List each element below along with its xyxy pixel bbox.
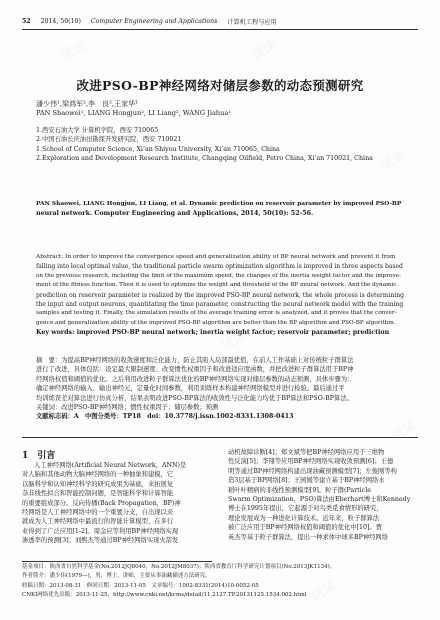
- body-line: 动机故障诊断[4]；郑文斌等把BP神经网络应用于三维物: [228, 449, 385, 456]
- authors-cn: 潘少伟¹,梁鸿军²,李 良²,王家华¹: [36, 100, 138, 108]
- affiliation-line: 1.西安石油大学 计算机学院，西安 710065: [36, 127, 159, 134]
- citation-line: neural network. Computer Engineering and Applications, 2014, 50(10): 52-56.: [36, 210, 314, 218]
- body-line: 对人脑和其他动物大脑神经网络的一种抽象和建模，它: [22, 471, 174, 479]
- abstract-line: the input and output neurons, quantitating the time parameter, constructing the neural network model with the training: [36, 301, 404, 309]
- abstract-en: [36, 253, 404, 338]
- footnote-rule: [22, 561, 212, 562]
- running-header: [22, 15, 418, 27]
- watermark: 试读: [388, 418, 420, 445]
- footnotes: [22, 563, 418, 601]
- body-line: 博士在1995年提出，它起源于对鸟类觅食情形的研究，: [228, 505, 383, 513]
- abstract-cn: [36, 356, 404, 422]
- body-line: 以脑科学和认知神经科学的研究成果为基础，来拓展复: [22, 480, 174, 488]
- affiliation-line: 2.Exploration and Development Research Institute, Changqing Oilfield, Petro China, Xi’an 710021, China: [36, 155, 373, 163]
- affiliation-line: 2.中国石油长庆油田勘探开发研究院，西安 710021: [36, 136, 182, 144]
- paper-title: 改进PSO-BP神经网络对储层参数的动态预测研究: [76, 78, 364, 93]
- watermark: 试读: [248, 38, 280, 65]
- watermark: 试读: [38, 298, 70, 325]
- abstract-line: prediction on reservoir parameter is realized by the improved PSO-BP neural network, the whole process is determining: [36, 291, 404, 299]
- author-block: [36, 100, 404, 119]
- abstract-cn-line: 经网络权值和阈值的优化。之后利用改进粒子群算法优化的BP神经网络实现对储层参数的动态预测，具体步骤为：: [36, 375, 354, 383]
- header-rule: [22, 29, 418, 30]
- affiliation-line: 1.School of Computer Science, Xi’an Shiyou University, Xi’an 710065, China: [36, 145, 280, 153]
- abstract-line: samples and testing it. Finally, the simulation results of the average training error is analyzed, and it proves that the conver-: [36, 310, 397, 317]
- body-column-left: [22, 461, 214, 546]
- journal-name-en: Computer Engineering and Applications: [90, 17, 218, 25]
- authors-en: PAN Shaowei¹, LIANG Hongjun², LI Liang², WANG Jiahua¹: [36, 109, 231, 118]
- abstract-line: falling into local optimal value, the traditional particle swarm optimization algorithm is improved in three aspects based: [36, 263, 403, 271]
- body-line: 业得到了广泛应用[1-2]。周金应等利用BP神经网络实现: [22, 527, 179, 535]
- abstract-cn-line: 进行了改进，具体包括：设定最大限制速度、改变惯性权重因子和改进适应度函数，并把改进粒子群算法用于BP神: [36, 366, 354, 374]
- watermark: 试读: [308, 578, 340, 605]
- body-line: Swarm Optimization，PSO)算法由Eberhart博士和Kennedy: [228, 496, 411, 504]
- footnote-line: 作者简介：潘少伟(1979—)，男，博士，讲师，主要从事油藏描述方法研究。: [22, 573, 211, 580]
- abstract-cn-line: 均训练误差对算法进行仿真分析，结果表明改进PSO-BP算法的收敛性与泛化能力均优于BP算法和PSO-BP算法。: [36, 394, 353, 402]
- body-line: 性反演[5]；李翔等应用BP神经网络实现收敛预测[6]；王德: [228, 458, 394, 466]
- watermark: 试读: [378, 148, 410, 175]
- abstract-line: on the previous research, including the limit of the maximum speed, the changes of the inertia weight factor and the improve-: [36, 272, 401, 279]
- footnote-line: CNKI网络优先出版：2013-11-25，http://www.cnki.net/kcms/detail/11.2127.TP.20131125.1534.002.html: [22, 592, 307, 599]
- document-info: 文献标志码：A 中图分类号：TP18 doi：10.3778/j.issn.1002-8331.1308-0413: [36, 413, 294, 421]
- section-title: 1 引言: [22, 451, 56, 461]
- body-column-right: [228, 448, 422, 542]
- watermark: 试读: [58, 38, 90, 65]
- keywords-cn: 关键词：改进PSO-BP神经网络；惯性权重因子；储层参数；预测: [36, 404, 219, 412]
- body-line: 理论发展成为一种进化计算技术。近年来，粒子群算法: [228, 514, 380, 522]
- abstract-cn-line: 摘 要：为提高BP神经网络的收敛速度和泛化能力，防止其陷入局部最优值，在前人工作基础上对传统粒子群算法: [36, 357, 354, 364]
- abstract-line: gence and generalization ability of the improved PSO-BP algorithm are better than the BP algorithm and PSO-BP algorithm.: [36, 319, 396, 326]
- body-line: 明等通过BP神经网络构建出现油藏预测模型[7]；左俊刚等构: [228, 467, 397, 475]
- watermark: 试读: [118, 518, 150, 545]
- affiliations: [36, 126, 404, 164]
- body-line: 造3层基于BP网络[8]；王园媛等建立基于BP神经网络水: [228, 477, 385, 485]
- body-line: 就成为人工神经网络中最流行的智能计算模型，在多行: [22, 518, 174, 526]
- body-line: 杂非线性拟合和智能控制问题，是智能科学和计算智能: [22, 490, 174, 498]
- footnote-line: 收稿日期：2013-08-31 修回日期：2013-11-05 文章编号：1002-8331(2014)10-0052-05: [22, 582, 259, 589]
- abstract-cn-line: 确定神经网络的输入、输出神经元，定量化时间参数，利用训练样本构建神经网络模型并进行检验。最后通过平: [36, 385, 345, 393]
- citation: [36, 200, 404, 219]
- page-number: 52: [22, 17, 31, 25]
- body-line: 稻叶叶精病的非线性预测模型[9]。粒子群(Particle: [228, 486, 371, 494]
- keywords-en: Key words: improved PSO-BP neural network; inertia weight factor; reservoir parameter; prediction: [36, 329, 390, 337]
- citation-line: PAN Shaowei, LIANG Hongjun, LI Liang, et al. Dynamic prediction on reservoir parameter by improved PSO-BP: [36, 201, 402, 207]
- watermark: 试读: [218, 328, 250, 355]
- body-line: 的重要组成部分。反向传播(Back Propagation，BP)神: [22, 499, 181, 507]
- footnote-line: 基金项目：陕西省自然科学基金(No.2012JQ8040，No.2012JM8037)；陕西省教育厅科学研究计划项目(No.2013JK1134)。: [22, 564, 336, 570]
- body-line: 渗透率的预测[3]；刘熙杰等通过BP神经网络实现火箭发: [22, 537, 179, 545]
- abstract-line: Abstract: In order to improve the convergence speed and generalization ability of BP neural network and prevent it from: [36, 254, 396, 260]
- abstract-line: ment of the fitness function. Then it is used to optimize the weight and threshold of the BP neural network. And the dynamic: [36, 282, 397, 289]
- body-line: 被广泛应用于BP神经网络权值和阈值的优化中[10]。贾: [228, 524, 383, 532]
- body-line: 经网络是人工神经网络中的一个重要分支，自出现以来: [22, 509, 174, 517]
- issue-info: 2014, 50(10): [40, 17, 81, 25]
- journal-name-cn: 计算机工程与应用: [227, 18, 277, 26]
- body-line: 英杰等基于粒子群算法，提出一种求体中球多BP神经网络: [228, 533, 388, 541]
- body-line: 人工神经网络(Artificial Neural Network，ANN)是: [34, 462, 187, 469]
- section-rule: [22, 437, 418, 438]
